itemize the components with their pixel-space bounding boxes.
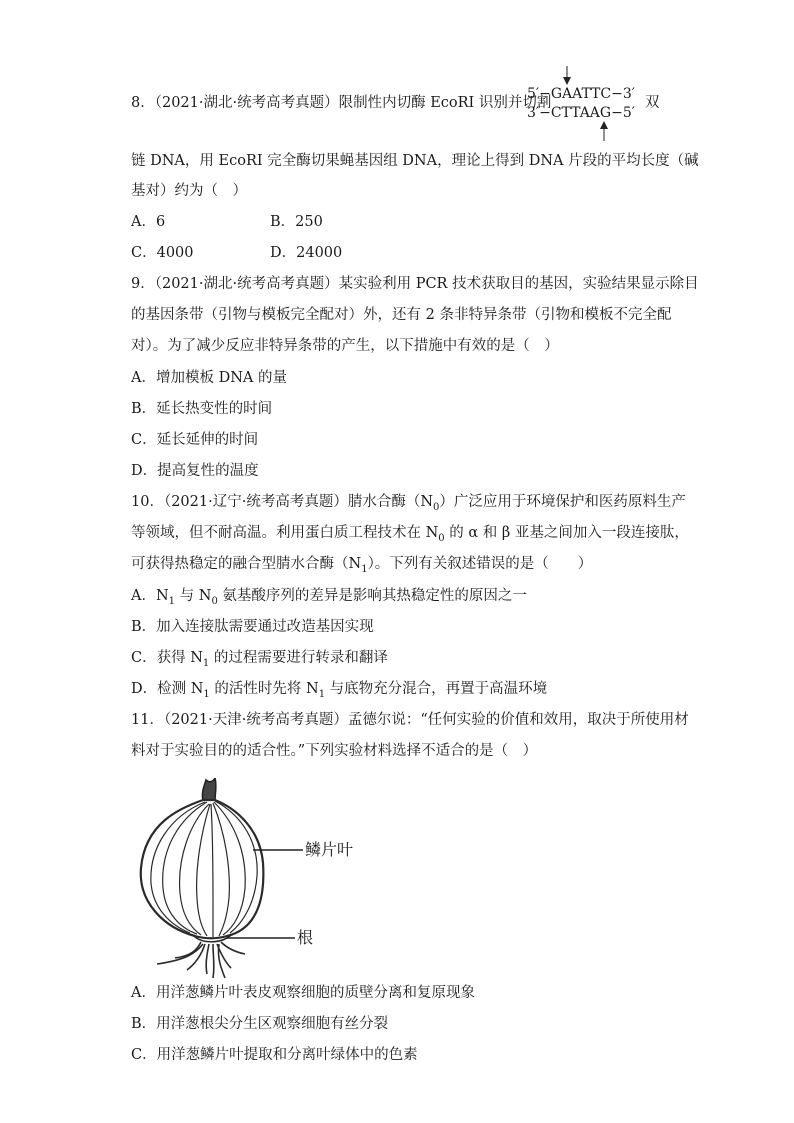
cut-arrow-top-icon xyxy=(560,66,574,86)
q9-option-a: A．增加模板 DNA 的量 xyxy=(131,370,287,386)
q8-option-b: B．250 xyxy=(270,214,323,230)
q8-stem-line1: 8．（2021·湖北·统考高考真题）限制性内切酶 EcoRI 识别并切割 xyxy=(131,95,552,111)
q8-seq-bottom: 3′−CTTAAG−5′ xyxy=(527,105,635,121)
q9-stem-line2: 的基因条带（引物与模板完全配对）外，还有 2 条非特异条带（引物和模板不完全配 xyxy=(131,307,672,323)
q8-stem-line3: 基对）约为（ ） xyxy=(131,183,247,199)
q8-stem-suffix: 双 xyxy=(645,95,660,111)
q9-stem-line3: 对）。为了减少反应非特异条带的产生，以下措施中有效的是（ ） xyxy=(131,338,559,354)
q10-stem-line1: 10．（2021·辽宁·统考高考真题）腈水合酶$(N_0)$广泛应用于环境保护和医药原料生产 xyxy=(131,494,686,513)
q10-stem-line3: 可获得热稳定的融合型腈水合酶$(N_1)$。下列有关叙述错误的是（ ） xyxy=(131,556,593,575)
q10-option-a: A．$N_1$ 与 $N_0$ 氨基酸序列的差异是影响其热稳定性的原因之一 xyxy=(131,588,527,607)
q11-option-b: B．用洋葱根尖分生区观察细胞有丝分裂 xyxy=(131,1016,389,1032)
cut-arrow-bottom-icon xyxy=(597,121,611,141)
q10-stem-line2: 等领域，但不耐高温。利用蛋白质工程技术在 $N_0$ 的 α 和 β 亚基之间加入一段连接肽， xyxy=(131,525,689,544)
q11-option-a: A．用洋葱鳞片叶表皮观察细胞的质壁分离和复原现象 xyxy=(131,985,475,1001)
q10-option-c: C．获得 $N_1$ 的过程需要进行转录和翻译 xyxy=(131,650,388,669)
q8-option-d: D．24000 xyxy=(270,245,343,261)
label-root: 根 xyxy=(297,928,314,947)
q10-option-b: B．加入连接肽需要通过改造基因实现 xyxy=(131,619,374,635)
q11-option-c: C．用洋葱鳞片叶提取和分离叶绿体中的色素 xyxy=(131,1047,418,1063)
q8-option-a: A．6 xyxy=(131,214,166,230)
q9-option-b: B．延长热变性的时间 xyxy=(131,401,273,417)
onion-bulb-illustration xyxy=(135,778,335,983)
q9-option-d: D．提高复性的温度 xyxy=(131,463,259,479)
q9-option-c: C．延长延伸的时间 xyxy=(131,432,259,448)
q8-stem-line2: 链 DNA，用 EcoRI 完全酶切果蝇基因组 DNA，理论上得到 DNA 片段的平均长度（碱 xyxy=(131,153,699,169)
q11-stem-line1: 11．（2021·天津·统考高考真题）孟德尔说：“任何实验的价值和效用，取决于所使用材 xyxy=(131,712,689,728)
q11-stem-line2: 料对于实验目的的适合性。”下列实验材料选择不适合的是（ ） xyxy=(131,743,538,759)
label-scale-leaf: 鳞片叶 xyxy=(305,840,354,859)
q8-seq-top: 5′−GAATTC−3′ xyxy=(527,86,635,102)
q9-stem-line1: 9．（2021·湖北·统考高考真题）某实验利用 PCR 技术获取目的基因，实验结果显示除目 xyxy=(131,276,699,292)
q8-option-c: C．4000 xyxy=(131,245,194,261)
q10-option-d: D．检测 $N_1$ 的活性时先将 $N_1$ 与底物充分混合，再置于高温环境 xyxy=(131,681,548,700)
